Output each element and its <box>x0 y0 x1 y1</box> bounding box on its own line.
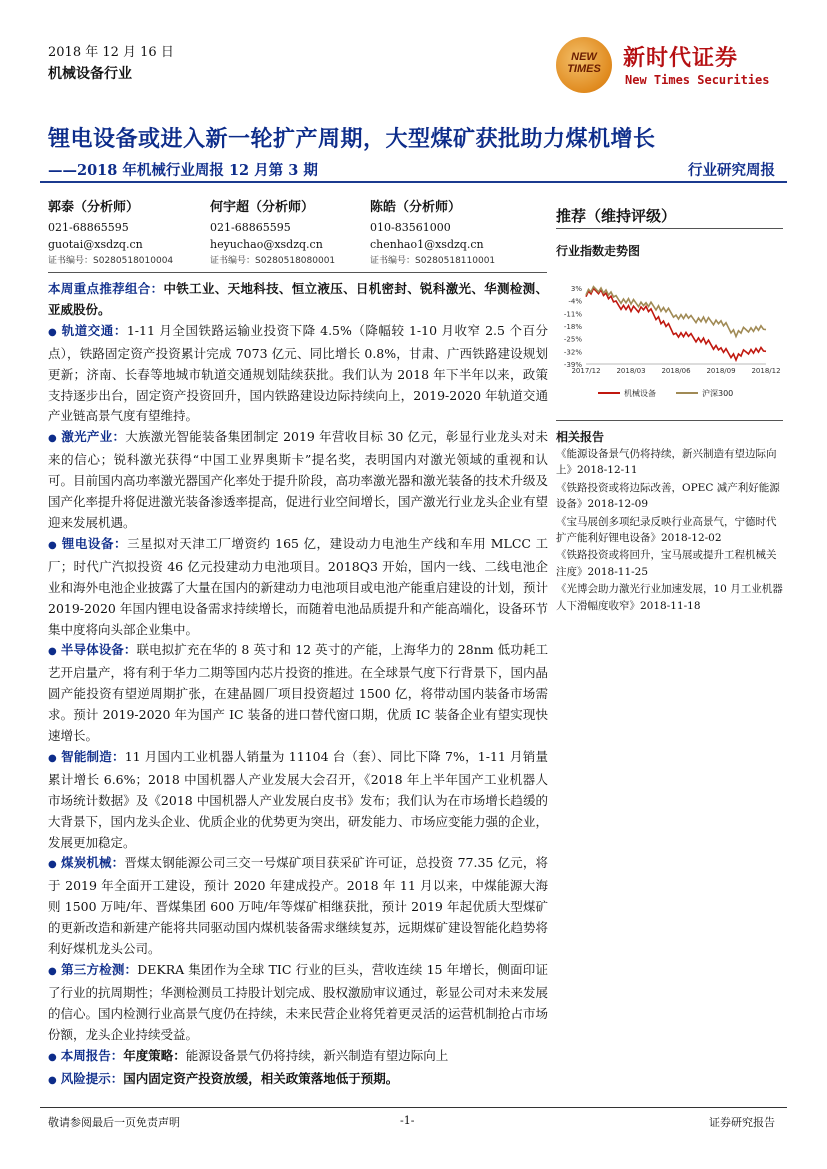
footer-divider <box>40 1107 787 1108</box>
y-tick-label: -39% <box>563 361 582 369</box>
related-report-title[interactable]: 《铁路投资或将边际改善，OPEC 减产利好能源设备》 <box>556 481 780 511</box>
related-divider <box>556 420 783 421</box>
section-text: 联电拟扩充在华的 8 英寸和 12 英寸的产能，上海华力的 28nm 低功耗工艺开启量产，将有利于华力二期等国内芯片投资的推进。在全球景气度下行背景下，国内晶圆产能投资有望逆周期扩张，在建晶圆厂项目投资超过 1500 亿，将带动国内装备市场需求。预计 2019-2020 年为国产 IC 装备的进口替代窗口期，优质 IC 装备企业有望实现快速增长。 <box>48 642 549 744</box>
related-report-item[interactable] <box>556 480 784 513</box>
related-report-title[interactable]: 《能源设备景气仍将持续，新兴制造有望边际向上》 <box>556 448 777 477</box>
related-reports-title: 相关报告 <box>556 430 605 444</box>
related-report-date: 2018-12-09 <box>587 498 649 511</box>
y-tick-label: -18% <box>563 323 582 331</box>
report-type: 行业研究周报 <box>688 162 775 179</box>
section-coal <box>48 853 548 960</box>
section-head: 第三方检测： <box>61 962 138 977</box>
brand-logo <box>556 37 612 93</box>
page-number: -1- <box>400 1114 415 1127</box>
y-tick-label: 3% <box>570 285 582 293</box>
y-tick-label: -4% <box>568 297 582 306</box>
related-report-title[interactable]: 《光博会助力激光行业加速发展，10 月工业机器人下滑幅度收窄》 <box>556 583 783 612</box>
analyst-phone: 010-83561000 <box>370 221 451 234</box>
legend-label: 机械设备 <box>624 389 656 398</box>
bullet-icon: ● <box>48 326 58 338</box>
related-report-item[interactable] <box>556 446 784 479</box>
weekly-strategy-label: 年度策略： <box>123 1047 186 1063</box>
related-report-item[interactable] <box>556 514 784 547</box>
legend-label: 沪深300 <box>702 389 734 398</box>
series-line <box>586 287 766 337</box>
logo-text-2: TIMES <box>567 63 601 75</box>
x-tick-label: 2018/03 <box>616 367 646 375</box>
section-testing <box>48 960 548 1046</box>
analyst-email[interactable]: guotai@xsdzq.cn <box>48 238 143 251</box>
section-text: 大族激光智能装备集团制定 2019 年营收目标 30 亿元，彰显行业龙头对未来的信心；锐科激光获得“中国工业界奥斯卡”提名奖，表明国内对激光领域的重视和认可。目前国内高功率激光器国产化率处于提升阶段，高功率激光器和激光装备的技术升级及国产化率提升将促进激光装备渗透率提高，促进行业空间增长，国产激光行业龙头企业有望迎来发展机遇。 <box>48 429 549 530</box>
index-chart-title: 行业指数走势图 <box>556 244 641 258</box>
weekly-label: 本周报告： <box>60 1047 124 1063</box>
related-report-title[interactable]: 《宝马展创多项纪录反映行业高景气，宁德时代扩产能利好锂电设备》 <box>556 515 777 545</box>
top-picks <box>48 279 548 321</box>
section-head: 锂电设备： <box>61 535 128 551</box>
risk-label: 风险提示： <box>60 1070 124 1086</box>
section-text: 1-11 月全国铁路运输业投资下降 4.5%（降幅较 1-10 月收窄 2.5 个百分点），铁路固定资产投资累计完成 7073 亿元、同比增长 0.8%，甘肃、广西铁路建设规划更新；济南、长春等地城市轨道交通规划陆续获批。我们认为 2018 年下半年以来，政策支持逐步出台，固定资产投资回升，国内铁路建设边际持续向上，2019-2020 年轨道交通产业链高景气度有望维持。 <box>48 322 548 424</box>
section-semiconductor <box>48 640 548 747</box>
section-text: 三星拟对天津工厂增资约 165 亿，建设动力电池生产线和车用 MLCC 工厂；时代广汽拟投资 46 亿元投建动力电池项目。2018Q3 开始，国内一线、二线电池企业和海外电池企业披露了大量在国内的新建动力电池项目或电池产能重启建设的计划，预计 2019-2020 年国内锂电设备需求持续增长，而随着电池品质提升和产能高端化，设备环节集中度将向头部企业集中。 <box>48 535 549 637</box>
bullet-icon: ● <box>48 1074 57 1086</box>
y-tick-label: -32% <box>563 348 582 357</box>
analyst-card <box>210 199 370 270</box>
index-chart <box>556 276 784 406</box>
section-text: DEKRA 集团作为全球 TIC 行业的巨头，营收连续 15 年增长，侧面印证了行业的抗周期性；华测检测员工持股计划完成、股权激励审议通过，彰显公司对未来发展的信心。国内检测行业高景气度仍在持续，未来民营企业将凭着更灵活的运营机制抢占市场份额，龙头企业持续受益。 <box>48 962 549 1042</box>
x-tick-label: 2018/09 <box>706 367 736 375</box>
bullet-icon: ● <box>48 539 58 551</box>
related-report-title[interactable]: 《铁路投资或将回升，宝马展或提升工程机械关注度》 <box>556 549 777 578</box>
risk-warning <box>48 1069 548 1092</box>
section-head: 激光产业： <box>61 429 126 445</box>
analyst-cert: 证书编号：S0280518080001 <box>210 256 336 266</box>
section-head: 煤炭机械： <box>61 855 125 871</box>
analyst-email[interactable]: chenhao1@xsdzq.cn <box>370 238 484 251</box>
x-tick-label: 2018/06 <box>661 367 691 375</box>
bullet-icon: ● <box>48 752 57 764</box>
analyst-cert: 证书编号：S0280518110001 <box>370 256 496 266</box>
report-subtitle: ——2018 年机械行业周报 12 月第 3 期 <box>48 162 318 179</box>
analysts-divider <box>48 272 547 273</box>
analyst-name: 郭泰（分析师） <box>48 200 140 215</box>
y-tick-label: -11% <box>563 310 582 319</box>
section-head: 半导体设备： <box>60 642 137 658</box>
footer-disclaimer[interactable]: 敬请参阅最后一页免责声明 <box>48 1116 180 1129</box>
analyst-card <box>370 199 530 270</box>
section-text: 11 月国内工业机器人销量为 11104 台（套）、同比下降 7%，1-11 月销量累计增长 6.6%；2018 中国机器人产业发展大会召开，《2018 年上半年国产工业机器人市场统计数据》及《2018 中国机器人产业发展白皮书》发布；我们认为在市场增长趋缓的大背景下，国内龙头企业、优质企业的优势更为突出，研发能力、市场应变能力强的企业，发展更加稳定。 <box>48 748 549 850</box>
rating-divider <box>556 228 783 229</box>
bullet-icon: ● <box>48 646 57 658</box>
title-divider <box>40 181 787 183</box>
risk-text: 国内固定资产投资放缓，相关政策落地低于预期。 <box>123 1070 399 1086</box>
x-tick-label: 2017/12 <box>571 367 601 375</box>
related-report-date: 2018-12-02 <box>661 532 722 545</box>
related-report-date: 2018-11-18 <box>640 599 701 612</box>
section-text: 晋煤太钢能源公司三交一号煤矿项目获采矿许可证，总投资 77.35 亿元，将于 2019 年全面开工建设，预计 2020 年建成投产。2018 年 11 月以来，中煤能源大海则 1500 万吨/年、晋煤集团 600 万吨/年等煤矿相继获批，预计 2019 年起优质大型煤矿的更新改造和新建产能将共同驱动国内煤机装备需求继续复苏，远期煤矿建设智能化趋势将利好煤机龙头公司。 <box>48 855 549 957</box>
section-lithium <box>48 534 548 641</box>
related-report-date: 2018-11-25 <box>587 565 649 578</box>
rating: 推荐（维持评级） <box>556 207 677 225</box>
analyst-email[interactable]: heyuchao@xsdzq.cn <box>210 238 323 251</box>
analyst-cert: 证书编号：S0280518010004 <box>48 256 174 266</box>
bullet-icon: ● <box>48 966 57 977</box>
section-rail <box>48 321 548 428</box>
analyst-name: 何宇超（分析师） <box>210 200 315 215</box>
bullet-icon: ● <box>48 859 57 871</box>
weekly-report <box>48 1046 548 1069</box>
bullet-icon: ● <box>48 433 58 445</box>
analyst-phone: 021-68865595 <box>210 221 291 234</box>
x-tick-label: 2018/12 <box>751 367 781 375</box>
series-line <box>586 288 766 360</box>
analyst-card <box>48 199 208 270</box>
brand-name-cn: 新时代证券 <box>623 45 739 71</box>
related-report-date: 2018-12-11 <box>577 464 638 477</box>
section-laser <box>48 427 548 534</box>
bullet-icon: ● <box>48 1051 57 1063</box>
brand-name-en: New Times Securities <box>625 73 770 87</box>
section-head: 轨道交通： <box>61 322 127 338</box>
analyst-name: 陈皓（分析师） <box>370 200 462 215</box>
report-body <box>48 279 548 1091</box>
related-report-item[interactable] <box>556 581 784 614</box>
section-smart-mfg <box>48 747 548 854</box>
y-tick-label: -25% <box>563 335 582 344</box>
report-title: 锂电设备或进入新一轮扩产周期，大型煤矿获批助力煤机增长 <box>48 126 656 152</box>
analyst-phone: 021-68865595 <box>48 221 129 234</box>
logo-text-1: NEW <box>571 51 597 63</box>
footer-label: 证券研究报告 <box>709 1116 775 1129</box>
weekly-text: 能源设备景气仍将持续，新兴制造有望边际向上 <box>185 1047 449 1063</box>
section-head: 智能制造： <box>61 748 125 764</box>
related-report-item[interactable] <box>556 547 784 580</box>
top-picks-text: 中铁工业、天地科技、恒立液压、日机密封、锐科激光、华测检测、亚威股份。 <box>48 281 548 317</box>
top-picks-label: 本周重点推荐组合： <box>48 281 164 296</box>
related-reports-list <box>556 446 784 615</box>
industry-label: 机械设备行业 <box>48 66 132 82</box>
report-date: 2018 年 12 月 16 日 <box>48 45 174 60</box>
